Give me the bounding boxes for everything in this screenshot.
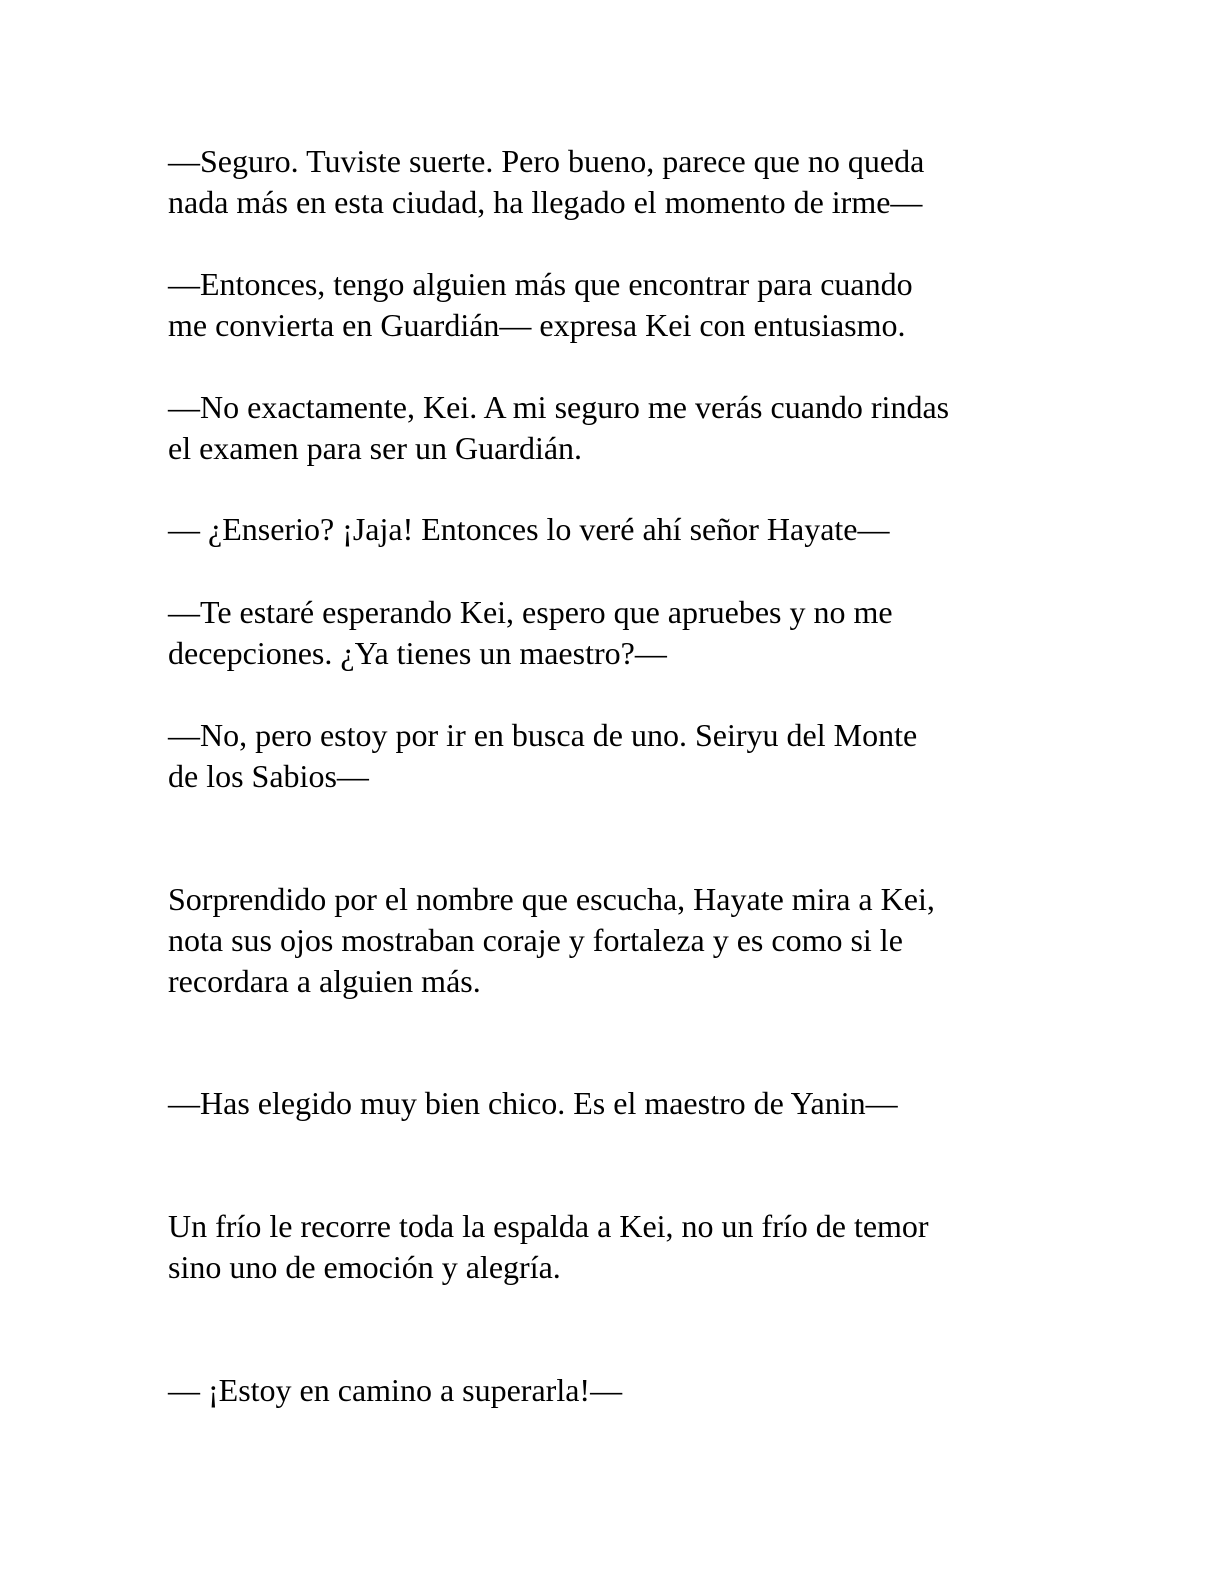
paragraph-dialogue-8 <box>168 1370 622 1411</box>
text-line: recordara a alguien más. <box>168 963 481 999</box>
text-line: nota sus ojos mostraban coraje y fortaleza y es como si le <box>168 922 903 958</box>
text-line: sino uno de emoción y alegría. <box>168 1249 561 1285</box>
paragraph-dialogue-2 <box>168 264 913 346</box>
text-line: —Has elegido muy bien chico. Es el maestro de Yanin— <box>168 1085 898 1121</box>
text-line: —Seguro. Tuviste suerte. Pero bueno, parece que no queda <box>168 143 925 179</box>
text-line: Sorprendido por el nombre que escucha, Hayate mira a Kei, <box>168 881 935 917</box>
paragraph-dialogue-6 <box>168 715 917 797</box>
text-line: — ¿Enserio? ¡Jaja! Entonces lo veré ahí señor Hayate— <box>168 511 890 547</box>
text-line: —No, pero estoy por ir en busca de uno. Seiryu del Monte <box>168 717 918 753</box>
paragraph-dialogue-1 <box>168 141 924 223</box>
paragraph-narration-2 <box>168 1206 929 1288</box>
paragraph-narration-1 <box>168 879 935 1002</box>
text-line: me convierta en Guardián— expresa Kei con entusiasmo. <box>168 307 906 343</box>
text-line: el examen para ser un Guardián. <box>168 430 583 466</box>
text-line: decepciones. ¿Ya tienes un maestro?— <box>168 635 667 671</box>
text-line: nada más en esta ciudad, ha llegado el momento de irme— <box>168 184 923 220</box>
paragraph-dialogue-5 <box>168 592 893 674</box>
text-line: de los Sabios— <box>168 758 369 794</box>
text-line: —Entonces, tengo alguien más que encontrar para cuando <box>168 266 913 302</box>
text-line: —No exactamente, Kei. A mi seguro me verás cuando rindas <box>168 389 950 425</box>
text-line: — ¡Estoy en camino a superarla!— <box>168 1372 623 1408</box>
paragraph-dialogue-4 <box>168 509 889 550</box>
paragraph-dialogue-3 <box>168 387 949 469</box>
text-line: Un frío le recorre toda la espalda a Kei, no un frío de temor <box>168 1208 929 1244</box>
paragraph-dialogue-7 <box>168 1083 898 1124</box>
text-line: —Te estaré esperando Kei, espero que apruebes y no me <box>168 594 893 630</box>
